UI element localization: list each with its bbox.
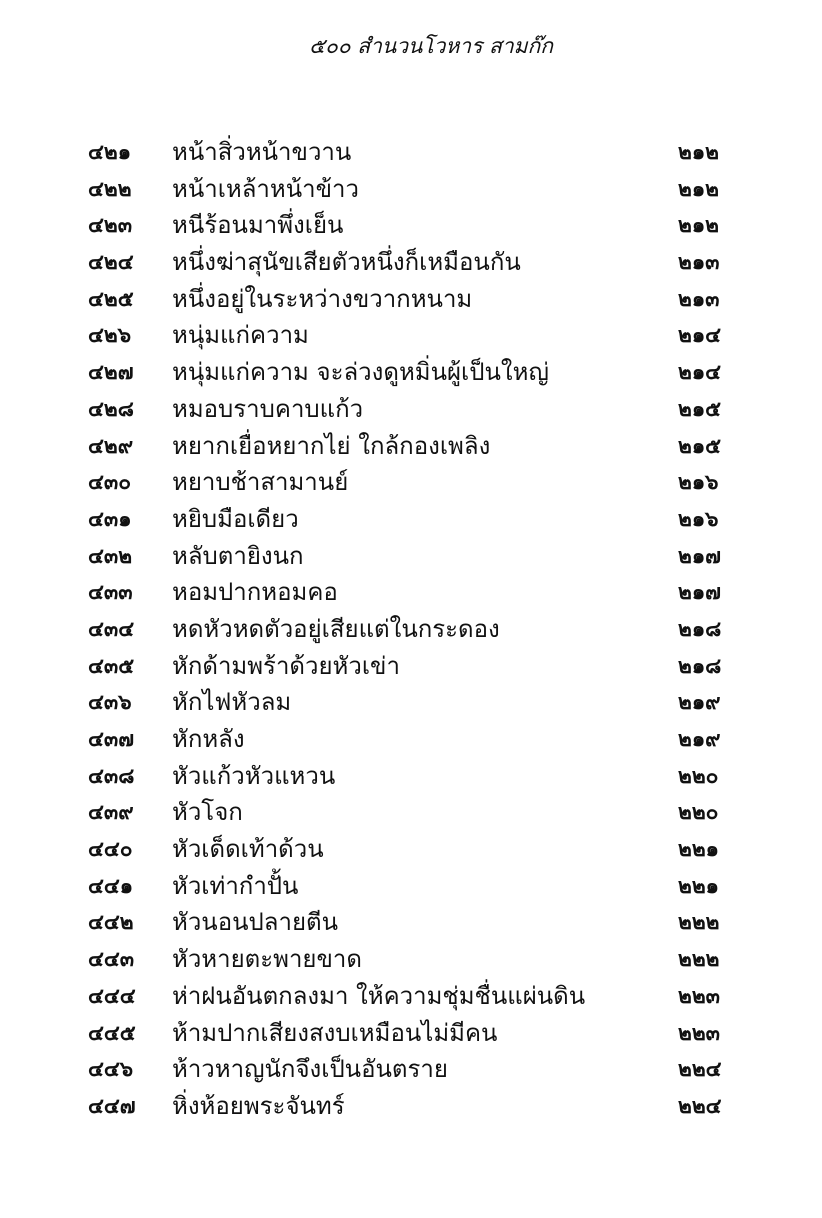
- entry-title: หนึ่งฆ่าสุนัขเสียตัวหนึ่งก็เหมือนกัน: [172, 248, 521, 277]
- entry-title: หัวเด็ดเท้าด้วน: [172, 835, 324, 864]
- contents-entry: [0, 134, 822, 171]
- entry-title: หน้าสิ่วหน้าขวาน: [172, 138, 352, 166]
- entry-number: ๔๒๖: [88, 323, 132, 348]
- contents-entry: [0, 868, 822, 905]
- entry-page-number: ๒๑๗: [678, 580, 721, 605]
- running-header: ๕๐๐ สำนวนโวหาร สามก๊ก: [309, 34, 553, 58]
- contents-entry: [0, 501, 822, 538]
- entry-number: ๔๒๒: [88, 176, 132, 201]
- entry-title: หักไฟหัวลม: [172, 688, 292, 717]
- contents-entry: [0, 207, 822, 244]
- entry-title: หัวแก้วหัวแหวน: [172, 761, 336, 790]
- entry-title: หักหลัง: [172, 725, 245, 753]
- entry-number: ๔๒๑: [88, 140, 132, 164]
- contents-entry: [0, 721, 822, 758]
- entry-page-number: ๒๒๓: [678, 983, 721, 1008]
- entry-page-number: ๒๒๒: [678, 947, 720, 972]
- contents-entry: [0, 1088, 822, 1125]
- entry-title: หดหัวหดตัวอยู่เสียแต่ในกระดอง: [172, 614, 500, 643]
- entry-title: ห่าฝนอันตกลงมา ให้ความชุ่มชื่นแผ่นดิน: [172, 981, 586, 1010]
- entry-page-number: ๒๒๒: [678, 910, 720, 935]
- entry-number: ๔๒๙: [88, 433, 134, 458]
- entry-title: หยิบมือเดียว: [172, 504, 299, 533]
- entry-title: หักด้ามพร้าด้วยหัวเข่า: [172, 651, 400, 680]
- entry-page-number: ๒๑๙: [678, 690, 721, 715]
- entry-page-number: ๒๑๒: [678, 140, 720, 164]
- entry-number: ๔๒๕: [88, 286, 134, 311]
- entry-title: หัวเท่ากำปั้น: [172, 871, 299, 900]
- entry-page-number: ๒๒๑: [678, 837, 720, 862]
- entry-title: หยาบช้าสามานย์: [172, 468, 349, 497]
- contents-entry: [0, 464, 822, 501]
- entry-page-number: ๒๒๔: [678, 1093, 722, 1118]
- entry-number: ๔๓๐: [88, 470, 132, 495]
- contents-entry: [0, 1051, 822, 1088]
- entry-title: หัวหายตะพายขาด: [172, 945, 362, 974]
- entry-number: ๔๓๓: [88, 580, 133, 605]
- entry-page-number: ๒๑๒: [678, 213, 720, 238]
- entry-number: ๔๓๙: [88, 800, 134, 825]
- entry-number: ๔๓๗: [88, 727, 135, 751]
- contents-entry: [0, 428, 822, 465]
- contents-entry: [0, 317, 822, 354]
- entry-page-number: ๒๑๓: [678, 286, 720, 311]
- entry-number: ๔๔๐: [88, 837, 133, 862]
- contents-entry: [0, 1015, 822, 1052]
- contents-entry: [0, 611, 822, 648]
- entry-number: ๔๓๑: [88, 506, 132, 531]
- entry-title: หมอบราบคาบแก้ว: [172, 394, 364, 423]
- entry-number: ๔๔๑: [88, 873, 134, 898]
- entry-number: ๔๒๘: [88, 396, 134, 421]
- entry-title: หนีร้อนมาพึ่งเย็น: [172, 211, 344, 240]
- contents-entry: [0, 758, 822, 795]
- contents-entry: [0, 794, 822, 831]
- entry-title: หลับตายิงนก: [172, 541, 304, 570]
- entry-number: ๔๔๗: [88, 1093, 136, 1118]
- entry-title: หิ่งห้อยพระจันทร์: [172, 1091, 345, 1120]
- entry-page-number: ๒๑๔: [678, 360, 722, 385]
- contents-entry: [0, 574, 822, 611]
- entry-number: ๔๒๓: [88, 213, 133, 238]
- entry-number: ๔๓๒: [88, 543, 133, 568]
- contents-entry: [0, 171, 822, 208]
- entry-page-number: ๒๒๔: [678, 1057, 722, 1082]
- entry-page-number: ๒๑๕: [678, 396, 722, 421]
- entry-page-number: ๒๑๙: [678, 727, 721, 751]
- entry-page-number: ๒๑๖: [678, 470, 719, 495]
- entry-page-number: ๒๑๕: [678, 433, 722, 458]
- entry-page-number: ๒๑๖: [678, 506, 719, 531]
- contents-entry: [0, 244, 822, 281]
- contents-entry: [0, 281, 822, 318]
- contents-entry: [0, 978, 822, 1015]
- contents-entry: [0, 684, 822, 721]
- entry-page-number: ๒๒๐: [678, 763, 719, 788]
- entry-number: ๔๔๕: [88, 1020, 136, 1045]
- contents-entry: [0, 391, 822, 428]
- entry-number: ๔๓๘: [88, 763, 135, 788]
- entry-number: ๔๔๒: [88, 910, 134, 935]
- entry-page-number: ๒๑๗: [678, 543, 721, 568]
- entry-number: ๔๒๔: [88, 250, 134, 275]
- entry-number: ๔๒๗: [88, 360, 134, 385]
- entry-page-number: ๒๒๓: [678, 1020, 721, 1045]
- entry-number: ๔๔๔: [88, 983, 136, 1008]
- entry-page-number: ๒๑๘: [678, 653, 722, 678]
- entry-title: หัวนอนปลายตีน: [172, 908, 338, 937]
- entry-page-number: ๒๒๑: [678, 873, 720, 898]
- entry-number: ๔๓๕: [88, 653, 135, 678]
- contents-entry: [0, 904, 822, 941]
- entry-title: หนึ่งอยู่ในระหว่างขวากหนาม: [172, 284, 473, 313]
- entry-title: หอมปากหอมคอ: [172, 578, 338, 607]
- entry-number: ๔๓๖: [88, 690, 132, 715]
- entry-number: ๔๓๔: [88, 616, 135, 641]
- contents-entry: [0, 941, 822, 978]
- contents-entry: [0, 831, 822, 868]
- contents-entry: [0, 354, 822, 391]
- entry-title: ห้าวหาญนักจึงเป็นอันตราย: [172, 1055, 448, 1084]
- entry-title: หน้าเหล้าหน้าข้าว: [172, 174, 359, 203]
- entry-title: ห้ามปากเสียงสงบเหมือนไม่มีคน: [172, 1018, 498, 1047]
- entry-page-number: ๒๑๒: [678, 176, 720, 201]
- contents-entry: [0, 538, 822, 575]
- entry-page-number: ๒๑๔: [678, 323, 722, 348]
- entry-title: หยากเยื่อหยากไย่ ใกล้กองเพลิง: [172, 431, 491, 460]
- entry-title: หัวโจก: [172, 798, 243, 827]
- entry-page-number: ๒๑๘: [678, 616, 722, 641]
- entry-page-number: ๒๑๓: [678, 250, 720, 275]
- contents-entry: [0, 648, 822, 685]
- entry-number: ๔๔๓: [88, 947, 135, 972]
- entry-title: หนุ่มแก่ความ: [172, 321, 309, 350]
- entry-page-number: ๒๒๐: [678, 800, 719, 825]
- entry-number: ๔๔๖: [88, 1057, 134, 1082]
- entry-title: หนุ่มแก่ความ จะล่วงดูหมิ่นผู้เป็นใหญ่: [172, 358, 549, 387]
- contents-list: [0, 134, 822, 1125]
